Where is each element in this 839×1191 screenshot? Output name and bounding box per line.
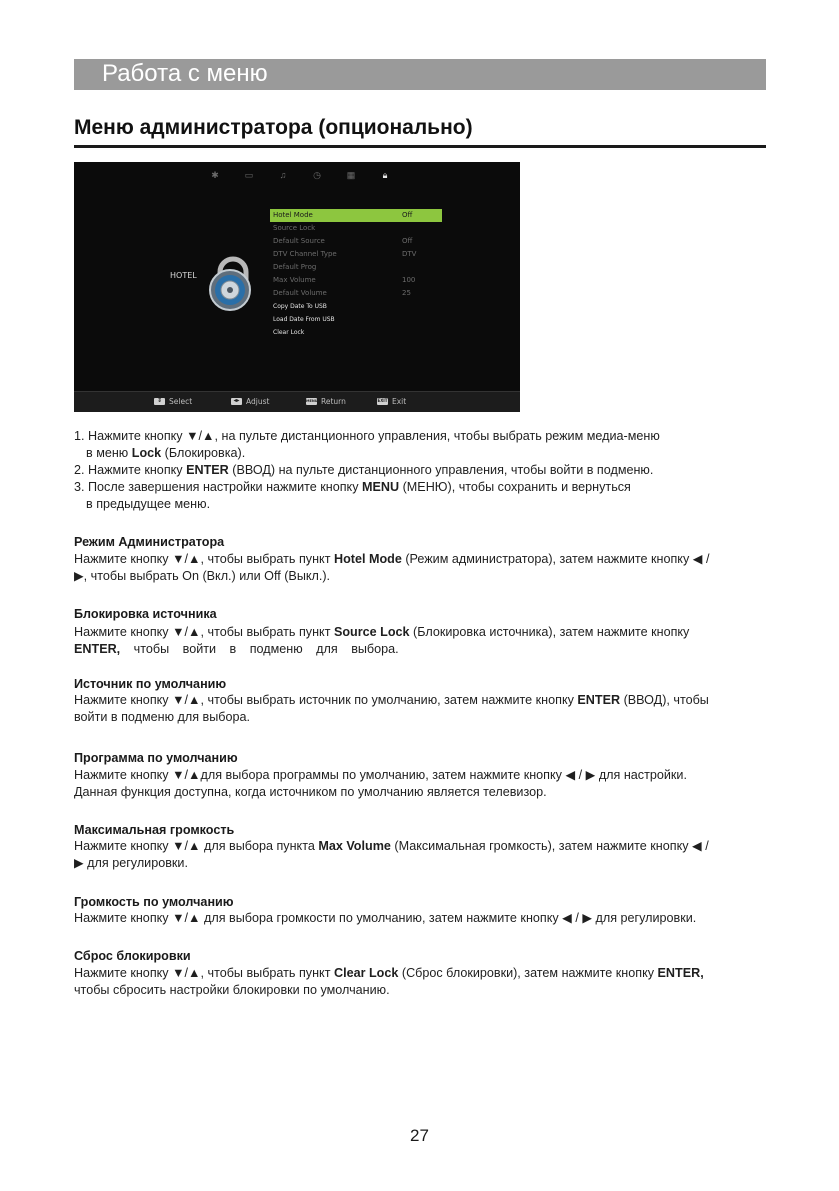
section-text: Нажмите кнопку ▼/▲, чтобы выбрать пункт Clear Lock (Сброс блокировки), затем нажмите кнопку ENTER, (74, 966, 704, 980)
menu-key-icon: MENU (306, 399, 318, 403)
section-header-text: Работа с меню (102, 60, 268, 87)
footer-exit[interactable] (377, 397, 406, 406)
menu-item-label: Clear Lock (273, 329, 305, 336)
menu-item-value: DTV (402, 250, 417, 258)
tv-side-label: HOTEL (170, 271, 197, 280)
section-text: Нажмите кнопку ▼/▲для выбора программы по умолчанию, затем нажмите кнопку ◀ / ▶ для настройки. (74, 768, 687, 782)
step-1-cont: в меню Lock (Блокировка). (86, 446, 246, 460)
footer-label: Exit (392, 397, 407, 406)
section-text: Нажмите кнопку ▼/▲, чтобы выбрать источник по умолчанию, затем нажмите кнопку ENTER (ВВОД), чтобы (74, 693, 709, 707)
lock-icon[interactable]: 🔒︎ (382, 170, 388, 180)
section-heading: Источник по умолчанию (74, 677, 227, 691)
menu-item-source-lock[interactable] (270, 222, 442, 235)
menu-item-dtv-channel-type[interactable] (270, 248, 442, 261)
footer-label: Return (321, 397, 346, 406)
section-heading: Блокировка источника (74, 607, 217, 621)
section-text: ENTER, чтобы войти в подменю для выбора. (74, 642, 399, 656)
step-3-cont: в предыдущее меню. (86, 497, 211, 511)
menu-item-label: Copy Date To USB (273, 303, 327, 310)
step-2: 2. Нажмите кнопку ENTER (ВВОД) на пульте дистанционного управления, чтобы войти в подменю. (74, 463, 654, 477)
menu-item-value: Off (402, 237, 413, 245)
tv-menu-screenshot (74, 162, 520, 412)
section-text: ▶, чтобы выбрать On (Вкл.) или Off (Выкл.). (74, 569, 331, 583)
menu-item-clear-lock[interactable] (270, 326, 442, 339)
section-text: Нажмите кнопку ▼/▲ для выбора громкости по умолчанию, затем нажмите кнопку ◀ / ▶ для регулировки. (74, 911, 697, 925)
select-key-icon: ⇕ (154, 398, 165, 405)
grid-icon[interactable]: ▦ (346, 170, 356, 180)
menu-item-label: Default Volume (273, 289, 327, 297)
section-heading: Сброс блокировки (74, 949, 191, 963)
section-heading: Максимальная громкость (74, 823, 235, 837)
footer-label: Select (169, 397, 193, 406)
menu-item-hotel-mode[interactable] (270, 209, 442, 222)
page-title: Меню администратора (опционально) (74, 116, 473, 139)
menu-item-value: Off (402, 211, 413, 219)
tv-hotel-menu (270, 209, 442, 339)
footer-label: Adjust (246, 397, 270, 406)
menu-item-label: Load Date From USB (273, 316, 335, 323)
adjust-key-icon: ◂▸ (231, 398, 242, 405)
section-text: чтобы сбросить настройки блокировки по умолчанию. (74, 983, 390, 997)
section-text: Данная функция доступна, когда источником по умолчанию является телевизор. (74, 785, 547, 799)
tv-footer-bar (74, 391, 520, 412)
menu-item-value: 25 (402, 289, 411, 297)
menu-item-value: 100 (402, 276, 416, 284)
section-heading: Режим Администратора (74, 535, 225, 549)
padlock-icon (204, 254, 262, 312)
menu-item-default-volume[interactable] (270, 287, 442, 300)
section-text: Нажмите кнопку ▼/▲ для выбора пункта Max Volume (Максимальная громкость), затем нажмите кнопку ◀ / (74, 839, 709, 853)
exit-key-icon: EXIT (377, 398, 388, 403)
section-heading: Громкость по умолчанию (74, 895, 234, 909)
clock-icon[interactable]: ◷ (313, 170, 321, 180)
footer-return[interactable] (306, 397, 346, 406)
menu-item-label: Default Source (273, 237, 325, 245)
menu-item-label: DTV Channel Type (273, 250, 337, 258)
tv-tab-bar (198, 169, 402, 181)
music-icon[interactable]: ♫ (279, 170, 287, 180)
step-3: 3. После завершения настройки нажмите кнопку MENU (МЕНЮ), чтобы сохранить и вернуться (74, 480, 631, 494)
menu-item-max-volume[interactable] (270, 274, 442, 287)
menu-item-label: Default Prog (273, 263, 317, 271)
gear-icon[interactable]: ✱ (211, 170, 219, 180)
menu-item-label: Hotel Mode (273, 211, 313, 219)
section-text: войти в подменю для выбора. (74, 710, 251, 724)
section-header-bar (74, 59, 766, 90)
section-text: ▶ для регулировки. (74, 856, 188, 870)
footer-select[interactable] (154, 397, 192, 406)
footer-adjust[interactable] (231, 397, 269, 406)
section-text: Нажмите кнопку ▼/▲, чтобы выбрать пункт Source Lock (Блокировка источника), затем нажмите кнопку (74, 625, 690, 639)
title-underline (74, 145, 766, 148)
menu-item-default-prog[interactable] (270, 261, 442, 274)
menu-item-label: Max Volume (273, 276, 316, 284)
monitor-icon[interactable]: ▭ (244, 170, 254, 180)
section-text: Нажмите кнопку ▼/▲, чтобы выбрать пункт Hotel Mode (Режим администратора), затем нажмите кнопку ◀ / (74, 552, 710, 566)
section-heading: Программа по умолчанию (74, 751, 238, 765)
menu-item-default-source[interactable] (270, 235, 442, 248)
menu-item-label: Source Lock (273, 224, 316, 232)
page-number: 27 (410, 1126, 429, 1145)
menu-item-copy-date-to-usb[interactable] (270, 300, 442, 313)
step-1: 1. Нажмите кнопку ▼/▲, на пульте дистанционного управления, чтобы выбрать режим медиа-меню (74, 429, 660, 443)
menu-item-load-date-from-usb[interactable] (270, 313, 442, 326)
